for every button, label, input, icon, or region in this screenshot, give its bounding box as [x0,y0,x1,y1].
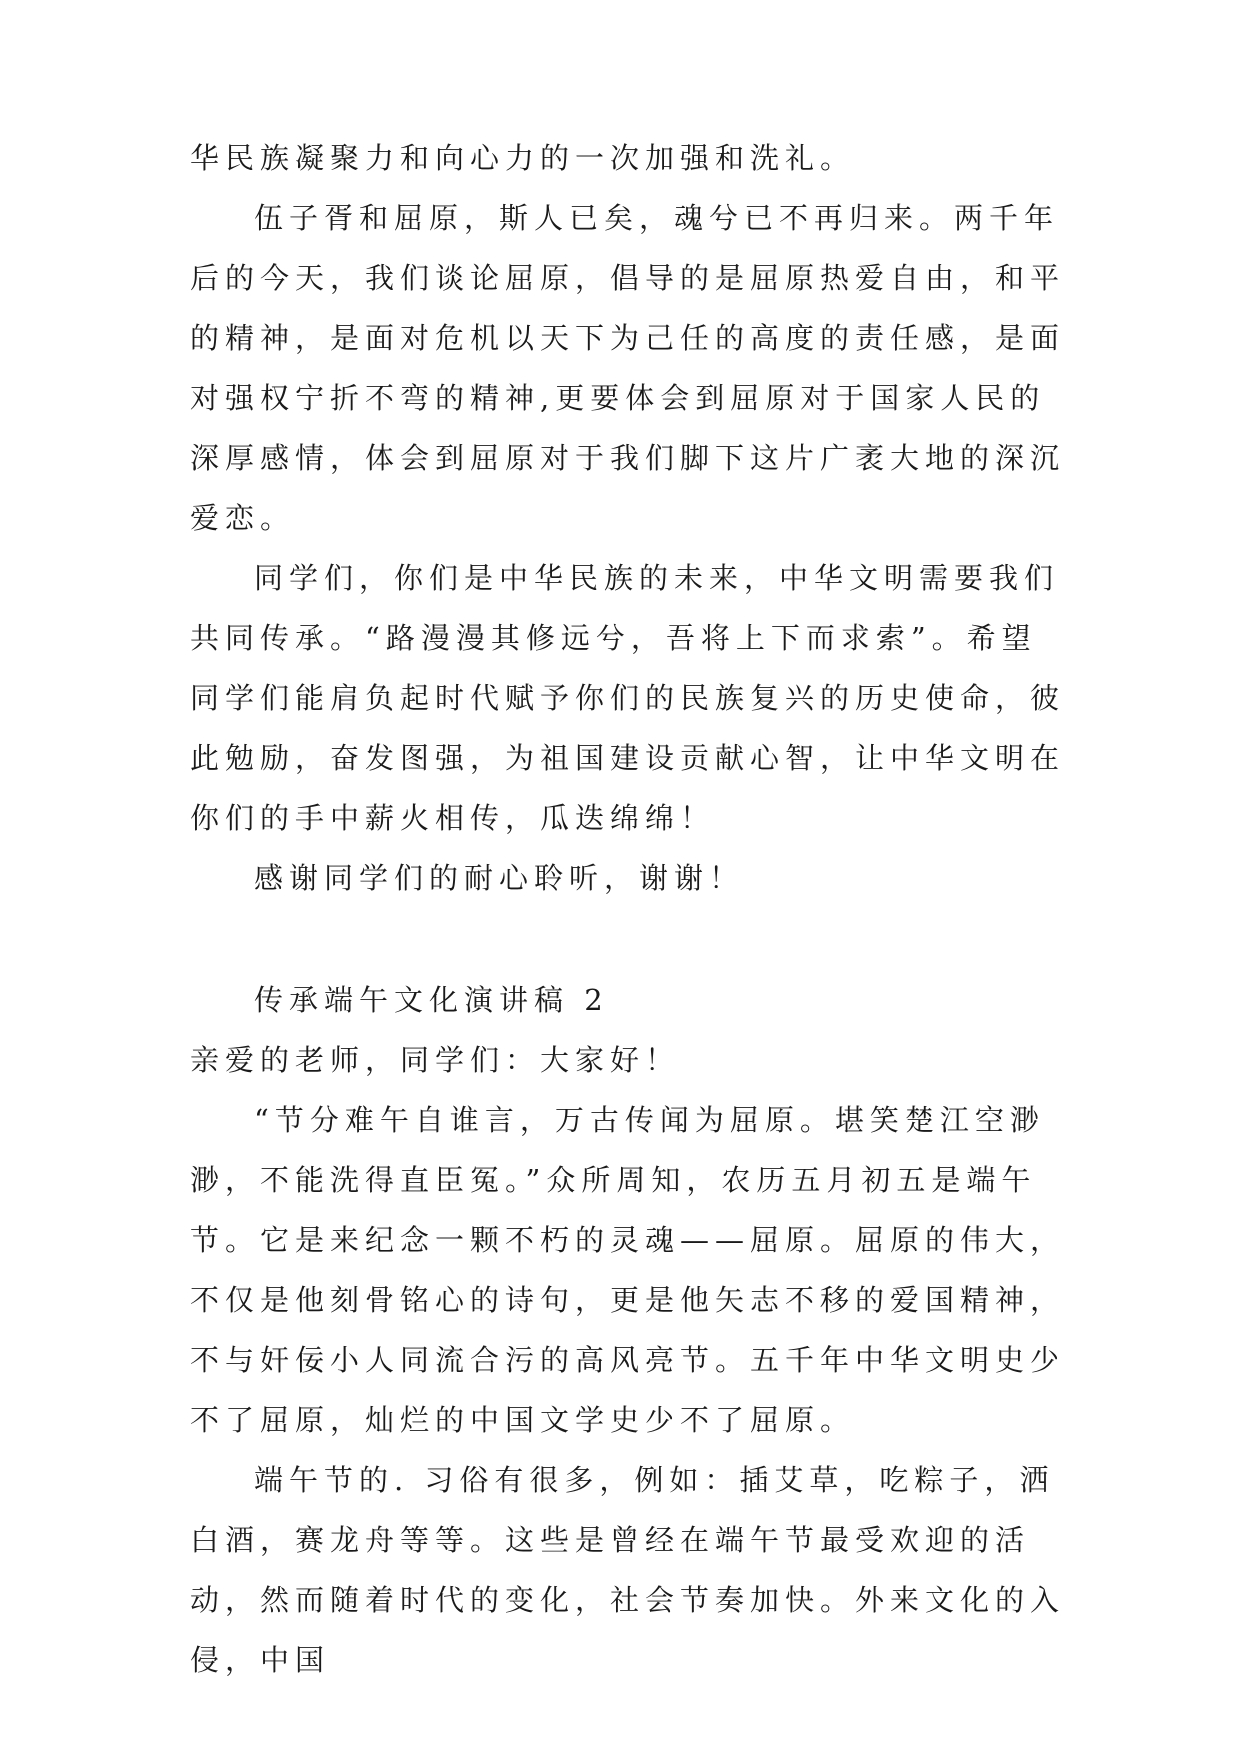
paragraph-wu-zixu-qu-yuan: 伍子胥和屈原，斯人已矣，魂兮已不再归来。两千年后的今天，我们谈论屈原，倡导的是屈原热爱自由，和平的精神，是面对危机以天下为己任的高度的责任感，是面对强权宁折不弯的精神,更要体会到屈原对于国家人民的深厚感情，体会到屈原对于我们脚下这片广袤大地的深沉爱恋。 [190,201,1066,535]
paragraph-thanks: 感谢同学们的耐心聆听，谢谢！ [254,861,745,895]
paragraph-customs: 端午节的. 习俗有很多，例如：插艾草，吃粽子，洒白酒，赛龙舟等等。这些是曾经在端午节最受欢迎的活动，然而随着时代的变化，社会节奏加快。外来文化的入侵，中国 [190,1463,1066,1677]
paragraph-continuation: 华民族凝聚力和向心力的一次加强和洗礼。 [190,141,856,175]
document-body [190,128,1070,1690]
greeting: 亲爱的老师，同学们：大家好！ [190,1043,681,1077]
paragraph-students-inherit: 同学们，你们是中华民族的未来，中华文明需要我们共同传承。“路漫漫其修远兮，吾将上下而求索”。希望同学们能肩负起时代赋予你们的民族复兴的历史使命，彼此勉励，奋发图强，为祖国建设贡献心智，让中华文明在你们的手中薪火相传，瓜迭绵绵！ [190,561,1066,835]
speech-title: 传承端午文化演讲稿 2 [254,983,609,1017]
section-gap [190,908,1070,970]
paragraph-poem: “节分难午自谁言，万古传闻为屈原。堪笑楚江空渺渺，不能洗得直臣冤。”众所周知，农历五月初五是端午节。它是来纪念一颗不朽的灵魂——屈原。屈原的伟大，不仅是他刻骨铭心的诗句，更是他矢志不移的爱国精神，不与奸佞小人同流合污的高风亮节。五千年中华文明史少不了屈原，灿烂的中国文学史少不了屈原。 [190,1103,1066,1437]
